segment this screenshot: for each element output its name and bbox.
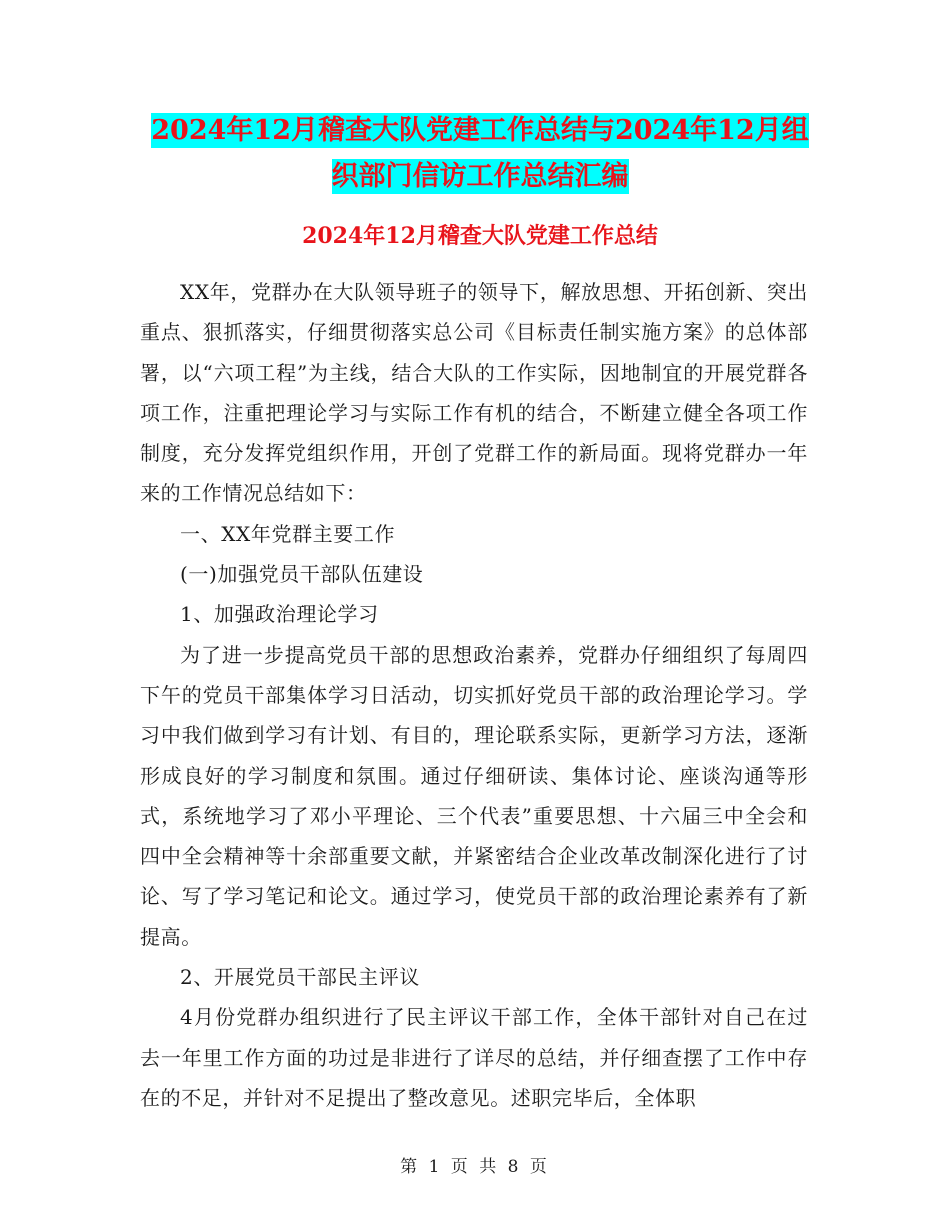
heading-political-study: 1、加强政治理论学习	[180, 602, 379, 627]
document-title	[140, 108, 820, 200]
paragraph-intro: XX年，党群办在大队领导班子的领导下，解放思想、开拓创新、突出重点、狠抓落实，仔细贯彻落实总公司《目标责任制实施方案》的总体部署，以“六项工程”为主线，结合大队的工作实际，因地制宜的开展党群各项工作，注重把理论学习与实际工作有机的结合，不断建立健全各项工作制度，充分发挥党组织作用，开创了党群工作的新局面。现将党群办一年来的工作情况总结如下：	[140, 280, 808, 506]
heading-team-building: (一)加强党员干部队伍建设	[180, 562, 424, 587]
title-line-2: 织部门信访工作总结汇编	[331, 161, 629, 192]
section-title: 2024年12月稽查大队党建工作总结	[302, 223, 658, 249]
document-body	[140, 272, 808, 1118]
heading-main-work: 一、XX年党群主要工作	[180, 521, 396, 546]
title-line-1: 2024年12月稽查大队党建工作总结与2024年12月组	[151, 115, 809, 146]
paragraph-democratic-review: 4月份党群办组织进行了民主评议干部工作，全体干部针对自己在过去一年里工作方面的功过是非进行了详尽的总结，并仔细查摆了工作中存在的不足，并针对不足提出了整改意见。述职完毕后，全体职	[140, 1005, 808, 1110]
paragraph-political-study: 为了进一步提高党员干部的思想政治素养，党群办仔细组织了每周四下午的党员干部集体学习日活动，切实抓好党员干部的政治理论学习。学习中我们做到学习有计划、有目的，理论联系实际，更新学习方法，逐渐形成良好的学习制度和氛围。通过仔细研读、集体讨论、座谈沟通等形式，系统地学习了邓小平理论、三个代表”重要思想、十六届三中全会和四中全会精神等十余部重要文献，并紧密结合企业改革改制深化进行了讨论、写了学习笔记和论文。通过学习，使党员干部的政治理论素养有了新提高。	[140, 642, 808, 949]
page-indicator: 第 1 页 共 8 页	[400, 1157, 550, 1177]
heading-democratic-review: 2、开展党员干部民主评议	[180, 965, 420, 990]
